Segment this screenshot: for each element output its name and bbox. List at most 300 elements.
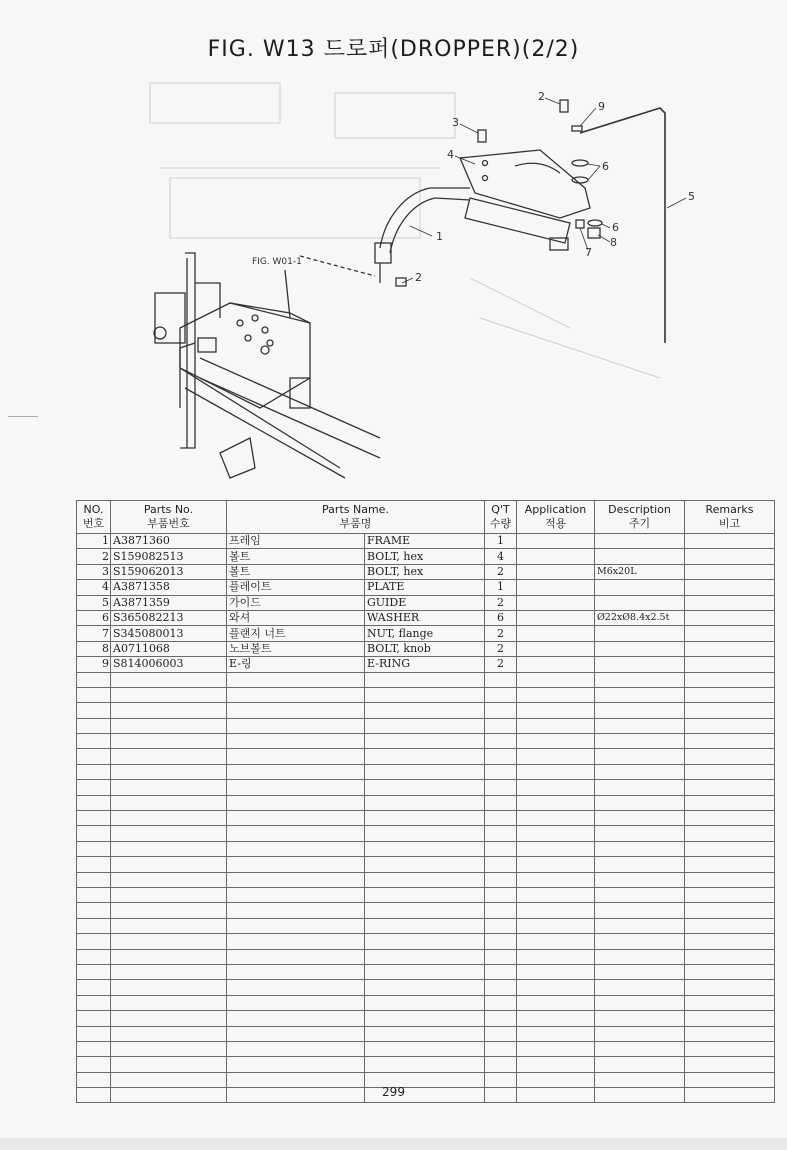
table-cell-part-no xyxy=(111,1011,227,1026)
table-cell xyxy=(685,872,775,887)
table-cell-no xyxy=(77,703,111,718)
table-cell-no xyxy=(77,826,111,841)
table-cell-desc xyxy=(595,749,685,764)
table-cell-name-kr xyxy=(227,826,365,841)
table-cell-no: 4 xyxy=(77,580,111,595)
table-cell xyxy=(685,826,775,841)
table-cell-part-no xyxy=(111,1041,227,1056)
table-row-empty xyxy=(77,780,775,795)
table-cell-qty xyxy=(485,887,517,902)
table-cell-no xyxy=(77,1026,111,1041)
table-cell-name-en xyxy=(365,857,485,872)
table-cell-qty xyxy=(485,811,517,826)
table-cell xyxy=(685,841,775,856)
table-cell-desc xyxy=(595,672,685,687)
table-row-empty xyxy=(77,672,775,687)
table-cell xyxy=(685,657,775,672)
table-cell-desc xyxy=(595,1011,685,1026)
table-cell-no xyxy=(77,949,111,964)
table-cell-no xyxy=(77,687,111,702)
page-number: 299 xyxy=(382,1085,405,1099)
table-cell-part-no xyxy=(111,749,227,764)
table-cell-no xyxy=(77,841,111,856)
table-row xyxy=(77,626,775,641)
table-cell-name-en xyxy=(365,995,485,1010)
table-cell xyxy=(685,811,775,826)
table-cell xyxy=(517,549,595,564)
table-cell xyxy=(517,934,595,949)
table-cell xyxy=(517,826,595,841)
table-cell xyxy=(517,1041,595,1056)
table-cell xyxy=(685,580,775,595)
table-cell xyxy=(685,964,775,979)
table-row-empty xyxy=(77,795,775,810)
table-cell-name-kr xyxy=(227,903,365,918)
table-cell-name-en xyxy=(365,687,485,702)
table-cell-qty xyxy=(485,1011,517,1026)
table-cell-desc xyxy=(595,1057,685,1072)
table-cell-no xyxy=(77,872,111,887)
table-cell-part-no xyxy=(111,811,227,826)
table-cell-desc: M6x20L xyxy=(595,564,685,579)
table-cell-qty xyxy=(485,918,517,933)
table-cell-qty xyxy=(485,749,517,764)
header-quantity: Q'T 수량 xyxy=(485,501,517,534)
table-cell-qty xyxy=(485,687,517,702)
table-cell-name-kr xyxy=(227,841,365,856)
machine-frame xyxy=(154,253,380,478)
table-cell-name-kr xyxy=(227,795,365,810)
table-row-empty xyxy=(77,749,775,764)
table-cell-name-kr xyxy=(227,934,365,949)
table-cell xyxy=(517,641,595,656)
table-cell xyxy=(517,672,595,687)
table-cell xyxy=(517,841,595,856)
table-cell-desc xyxy=(595,1041,685,1056)
table-cell-name-en: WASHER xyxy=(365,610,485,625)
table-cell-no xyxy=(77,780,111,795)
table-cell-name-kr xyxy=(227,703,365,718)
table-cell-name-kr xyxy=(227,1026,365,1041)
parts-table xyxy=(76,500,775,1103)
table-cell-qty: 2 xyxy=(485,595,517,610)
table-cell-part-no xyxy=(111,872,227,887)
table-cell-name-kr: 플랜지 너트 xyxy=(227,626,365,641)
table-cell-qty: 6 xyxy=(485,610,517,625)
table-cell-qty xyxy=(485,795,517,810)
table-cell-name-en xyxy=(365,1011,485,1026)
table-cell-qty xyxy=(485,872,517,887)
table-row-empty xyxy=(77,1011,775,1026)
table-cell-name-kr: 가이드 xyxy=(227,595,365,610)
table-cell xyxy=(517,749,595,764)
figure-reference-label: FIG. W01-1 xyxy=(252,257,302,267)
table-cell-desc: Ø22xØ8.4x2.5t xyxy=(595,610,685,625)
table-cell xyxy=(685,749,775,764)
table-row-empty xyxy=(77,841,775,856)
table-cell-no: 3 xyxy=(77,564,111,579)
table-cell-name-en xyxy=(365,703,485,718)
table-cell-name-en xyxy=(365,841,485,856)
table-cell-qty xyxy=(485,780,517,795)
table-cell xyxy=(517,703,595,718)
table-row-empty xyxy=(77,887,775,902)
table-cell xyxy=(517,657,595,672)
table-cell-no: 9 xyxy=(77,657,111,672)
table-cell-no xyxy=(77,734,111,749)
table-cell-no xyxy=(77,749,111,764)
table-cell xyxy=(517,780,595,795)
table-cell xyxy=(517,949,595,964)
page-title: FIG. W13 드로퍼(DROPPER)(2/2) xyxy=(207,37,580,62)
table-row xyxy=(77,549,775,564)
table-cell-part-no xyxy=(111,857,227,872)
table-cell-desc xyxy=(595,734,685,749)
table-cell-no: 7 xyxy=(77,626,111,641)
table-cell xyxy=(517,857,595,872)
table-cell-name-kr: 볼트 xyxy=(227,564,365,579)
table-cell-no xyxy=(77,980,111,995)
table-cell-desc xyxy=(595,964,685,979)
table-cell-no xyxy=(77,672,111,687)
table-cell-no xyxy=(77,857,111,872)
header-no: NO. 번호 xyxy=(77,501,111,534)
faint-background-sketch xyxy=(150,83,660,378)
table-cell-part-no xyxy=(111,934,227,949)
table-cell-name-kr xyxy=(227,1011,365,1026)
callout-7: 7 xyxy=(585,246,592,259)
table-cell xyxy=(517,564,595,579)
table-cell-qty xyxy=(485,672,517,687)
table-cell xyxy=(685,549,775,564)
table-cell-part-no xyxy=(111,718,227,733)
table-cell-qty xyxy=(485,949,517,964)
callout-8: 8 xyxy=(610,236,617,249)
table-row-empty xyxy=(77,964,775,979)
table-cell-qty: 4 xyxy=(485,549,517,564)
table-cell xyxy=(685,564,775,579)
callout-2a: 2 xyxy=(415,271,422,284)
table-cell-name-en xyxy=(365,887,485,902)
table-cell-name-en xyxy=(365,734,485,749)
table-cell-desc xyxy=(595,903,685,918)
table-cell xyxy=(517,687,595,702)
table-cell-qty: 1 xyxy=(485,580,517,595)
table-cell-qty xyxy=(485,841,517,856)
table-cell-qty: 2 xyxy=(485,641,517,656)
table-cell xyxy=(685,703,775,718)
table-cell-desc xyxy=(595,841,685,856)
table-cell-name-en: E-RING xyxy=(365,657,485,672)
table-cell-part-no: A3871360 xyxy=(111,534,227,549)
table-cell-name-kr xyxy=(227,980,365,995)
table-cell xyxy=(685,595,775,610)
table-row-empty xyxy=(77,903,775,918)
table-cell-no xyxy=(77,887,111,902)
table-cell-part-no xyxy=(111,887,227,902)
table-cell-no xyxy=(77,903,111,918)
table-cell-qty xyxy=(485,964,517,979)
table-cell-name-kr xyxy=(227,811,365,826)
table-cell-part-no xyxy=(111,780,227,795)
table-cell-no: 8 xyxy=(77,641,111,656)
table-cell-desc xyxy=(595,949,685,964)
table-cell xyxy=(517,811,595,826)
table-cell-name-en xyxy=(365,764,485,779)
table-cell-desc xyxy=(595,795,685,810)
table-cell xyxy=(685,641,775,656)
table-cell-no xyxy=(77,764,111,779)
table-cell xyxy=(517,964,595,979)
table-cell-qty: 2 xyxy=(485,564,517,579)
table-cell-desc xyxy=(595,595,685,610)
table-cell-part-no xyxy=(111,672,227,687)
table-cell-name-kr xyxy=(227,1057,365,1072)
table-cell-name-kr xyxy=(227,780,365,795)
callout-4: 4 xyxy=(447,148,454,161)
table-cell-part-no xyxy=(111,795,227,810)
table-cell xyxy=(517,580,595,595)
table-row-empty xyxy=(77,1041,775,1056)
table-cell-name-en xyxy=(365,1057,485,1072)
table-cell-name-en xyxy=(365,918,485,933)
table-cell-no xyxy=(77,995,111,1010)
table-cell xyxy=(685,1057,775,1072)
table-cell-qty xyxy=(485,703,517,718)
table-cell-desc xyxy=(595,703,685,718)
table-cell-part-no xyxy=(111,841,227,856)
table-cell-name-kr: 노브볼트 xyxy=(227,641,365,656)
table-cell-no xyxy=(77,918,111,933)
table-row-empty xyxy=(77,703,775,718)
exploded-view-drawing xyxy=(140,78,700,488)
header-application: Application 적용 xyxy=(517,501,595,534)
table-cell-name-en xyxy=(365,934,485,949)
table-cell-part-no xyxy=(111,949,227,964)
table-cell-desc xyxy=(595,780,685,795)
table-cell-part-no: S345080013 xyxy=(111,626,227,641)
table-cell-no xyxy=(77,795,111,810)
table-cell xyxy=(517,1026,595,1041)
margin-mark xyxy=(8,416,38,417)
table-cell-desc xyxy=(595,918,685,933)
table-cell-name-en: GUIDE xyxy=(365,595,485,610)
table-cell xyxy=(685,734,775,749)
table-cell-desc xyxy=(595,641,685,656)
table-cell-no xyxy=(77,934,111,949)
table-cell-qty xyxy=(485,934,517,949)
table-cell-name-kr xyxy=(227,887,365,902)
table-cell xyxy=(517,595,595,610)
table-cell-name-en xyxy=(365,1026,485,1041)
table-cell xyxy=(517,903,595,918)
table-cell-part-no xyxy=(111,980,227,995)
table-header-row xyxy=(77,501,775,534)
table-cell-qty: 1 xyxy=(485,534,517,549)
table-cell-qty xyxy=(485,1026,517,1041)
table-cell-name-kr xyxy=(227,672,365,687)
table-cell-name-kr: 볼트 xyxy=(227,549,365,564)
table-cell xyxy=(517,718,595,733)
table-cell xyxy=(685,949,775,964)
callout-9: 9 xyxy=(598,100,605,113)
table-cell-part-no xyxy=(111,964,227,979)
table-cell xyxy=(685,534,775,549)
table-cell-desc xyxy=(595,995,685,1010)
callout-2b: 2 xyxy=(538,90,545,103)
table-cell-name-kr: 프레임 xyxy=(227,534,365,549)
table-cell-part-no: S159082513 xyxy=(111,549,227,564)
table-cell-desc xyxy=(595,872,685,887)
table-cell xyxy=(517,887,595,902)
table-cell-name-kr xyxy=(227,918,365,933)
table-cell xyxy=(685,934,775,949)
table-cell-name-en xyxy=(365,795,485,810)
table-cell-part-no: S365082213 xyxy=(111,610,227,625)
table-cell-no: 6 xyxy=(77,610,111,625)
table-cell-name-kr xyxy=(227,964,365,979)
table-cell xyxy=(517,872,595,887)
table-cell-desc xyxy=(595,811,685,826)
table-cell xyxy=(685,918,775,933)
table-cell-name-en xyxy=(365,1041,485,1056)
table-row xyxy=(77,610,775,625)
table-cell-name-en xyxy=(365,718,485,733)
table-row xyxy=(77,534,775,549)
table-cell xyxy=(685,795,775,810)
table-cell xyxy=(517,534,595,549)
table-row-empty xyxy=(77,734,775,749)
table-cell-name-kr xyxy=(227,764,365,779)
table-row xyxy=(77,595,775,610)
table-cell-part-no: A3871359 xyxy=(111,595,227,610)
table-cell-part-no: A0711068 xyxy=(111,641,227,656)
callout-leaders xyxy=(402,98,686,283)
table-cell-desc xyxy=(595,549,685,564)
table-cell-name-kr xyxy=(227,949,365,964)
table-cell-name-en xyxy=(365,826,485,841)
table-cell-qty xyxy=(485,995,517,1010)
table-cell-name-en: PLATE xyxy=(365,580,485,595)
table-cell-name-en xyxy=(365,749,485,764)
table-cell xyxy=(517,626,595,641)
table-cell-name-kr: 와셔 xyxy=(227,610,365,625)
table-cell-part-no xyxy=(111,703,227,718)
callout-5: 5 xyxy=(688,190,695,203)
table-cell xyxy=(685,764,775,779)
table-cell xyxy=(685,780,775,795)
table-cell-part-no: A3871358 xyxy=(111,580,227,595)
callout-3: 3 xyxy=(452,116,459,129)
table-cell-part-no xyxy=(111,826,227,841)
table-row-empty xyxy=(77,995,775,1010)
table-row-empty xyxy=(77,1057,775,1072)
table-cell-desc xyxy=(595,980,685,995)
table-row-empty xyxy=(77,918,775,933)
table-row xyxy=(77,564,775,579)
table-cell-desc xyxy=(595,626,685,641)
table-cell-name-en xyxy=(365,672,485,687)
table-cell xyxy=(685,1041,775,1056)
table-cell-qty xyxy=(485,1057,517,1072)
table-cell xyxy=(685,903,775,918)
scan-bottom-strip xyxy=(0,1138,787,1150)
table-cell-name-en xyxy=(365,780,485,795)
table-cell-desc xyxy=(595,934,685,949)
table-cell-desc xyxy=(595,687,685,702)
table-cell xyxy=(517,1011,595,1026)
table-cell-qty xyxy=(485,764,517,779)
table-cell-desc xyxy=(595,657,685,672)
table-cell-qty: 2 xyxy=(485,657,517,672)
table-cell xyxy=(517,995,595,1010)
header-part-number: Parts No. 부품번호 xyxy=(111,501,227,534)
table-cell-qty xyxy=(485,718,517,733)
table-cell xyxy=(685,626,775,641)
table-cell xyxy=(685,610,775,625)
callout-6a: 6 xyxy=(602,160,609,173)
table-cell xyxy=(517,918,595,933)
table-cell xyxy=(685,857,775,872)
table-cell-qty xyxy=(485,734,517,749)
table-cell-name-kr xyxy=(227,872,365,887)
table-cell xyxy=(685,687,775,702)
callout-6b: 6 xyxy=(612,221,619,234)
table-cell xyxy=(517,980,595,995)
header-description: Description 주기 xyxy=(595,501,685,534)
table-cell xyxy=(685,718,775,733)
table-row-empty xyxy=(77,949,775,964)
table-cell xyxy=(517,764,595,779)
table-row xyxy=(77,641,775,656)
table-cell-part-no: S814006003 xyxy=(111,657,227,672)
parts-table-body xyxy=(77,534,775,1103)
table-cell-part-no: S159062013 xyxy=(111,564,227,579)
table-cell-no xyxy=(77,718,111,733)
table-row-empty xyxy=(77,1026,775,1041)
table-cell xyxy=(517,795,595,810)
table-cell-name-en: BOLT, hex xyxy=(365,564,485,579)
table-row-empty xyxy=(77,826,775,841)
table-cell xyxy=(517,734,595,749)
table-row-empty xyxy=(77,980,775,995)
table-cell-no xyxy=(77,1011,111,1026)
table-row-empty xyxy=(77,872,775,887)
table-cell-desc xyxy=(595,580,685,595)
table-cell-name-en: NUT, flange xyxy=(365,626,485,641)
table-cell xyxy=(685,672,775,687)
table-cell xyxy=(685,995,775,1010)
table-row-empty xyxy=(77,687,775,702)
table-cell xyxy=(685,1011,775,1026)
table-cell-desc xyxy=(595,887,685,902)
table-cell-no xyxy=(77,811,111,826)
table-cell-part-no xyxy=(111,918,227,933)
table-cell-no xyxy=(77,1057,111,1072)
table-cell-name-en xyxy=(365,964,485,979)
table-row-empty xyxy=(77,857,775,872)
table-cell-name-en: BOLT, knob xyxy=(365,641,485,656)
table-cell xyxy=(685,887,775,902)
table-cell-name-en xyxy=(365,811,485,826)
table-cell-part-no xyxy=(111,995,227,1010)
table-cell-desc xyxy=(595,857,685,872)
table-cell xyxy=(685,980,775,995)
table-cell-no: 5 xyxy=(77,595,111,610)
table-cell-name-kr xyxy=(227,734,365,749)
table-cell-name-kr xyxy=(227,687,365,702)
table-cell-name-en xyxy=(365,872,485,887)
